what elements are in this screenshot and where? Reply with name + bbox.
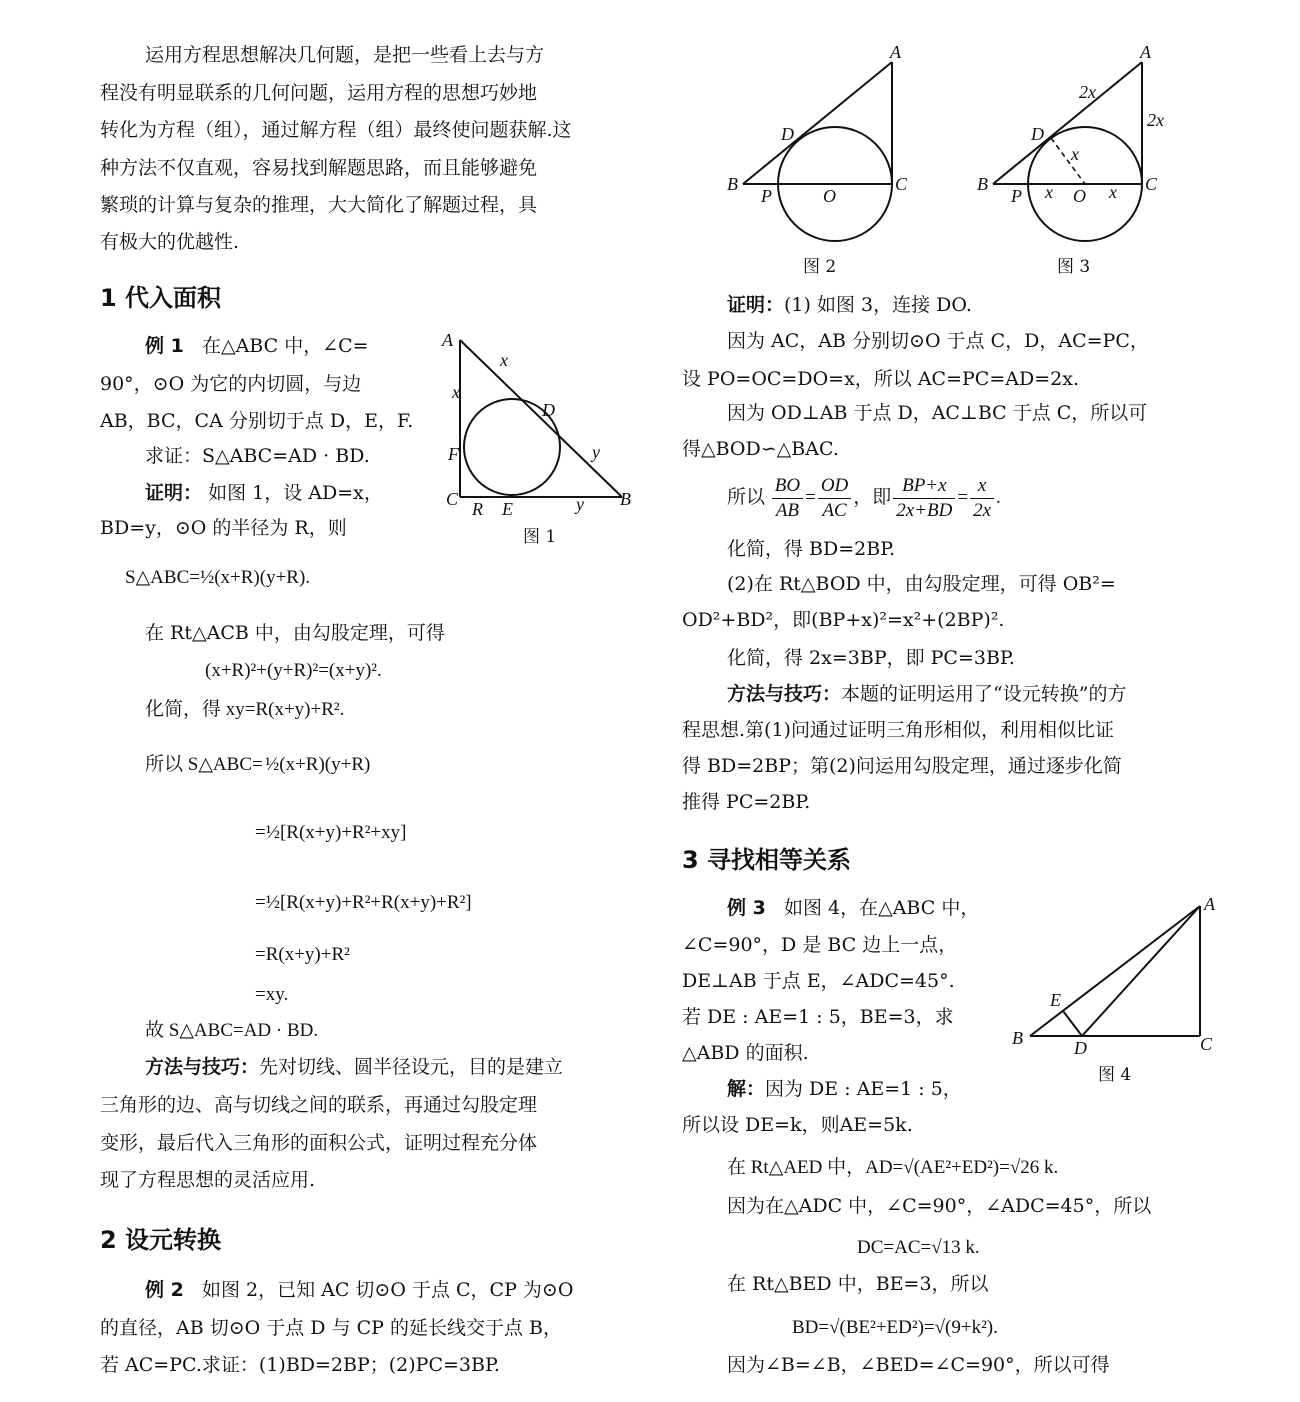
proof-2-line: 化简，得 2x=3BP，即 PC=3BP.: [727, 647, 1015, 669]
ratio-so-label: 所以: [727, 487, 766, 508]
fig4-line-ad: [1082, 906, 1200, 1036]
intro-line: 种方法不仅直观，容易找到解题思路，而且能够避免: [100, 157, 538, 179]
fig1-label: B: [620, 489, 631, 509]
proof-2-first-line: [727, 292, 972, 318]
solution-line: 所以设 DE=k，则AE=5k.: [682, 1114, 913, 1136]
fig1-label: R: [472, 499, 483, 519]
intro-line: 运用方程思想解决几何题，是把一些看上去与方: [145, 44, 545, 66]
example-2-line: 若 AC=PC.求证：(1)BD=2BP；(2)PC=3BP.: [100, 1354, 500, 1376]
fig1-label: E: [502, 499, 513, 519]
section-3-heading: 3 寻找相等关系: [682, 846, 852, 874]
fig1-label: y: [576, 494, 584, 514]
fig3-label: x: [1045, 182, 1053, 202]
denominator: 2x+BD: [896, 500, 953, 522]
example-2-label: 例 2: [145, 1279, 184, 1301]
final-line: 因为∠B=∠B，∠BED=∠C=90°，所以可得: [727, 1354, 1110, 1376]
solution-first-line: [727, 1076, 962, 1102]
numerator: BP+x: [893, 474, 955, 499]
fraction: [970, 474, 994, 523]
fig1-label: x: [500, 350, 508, 370]
method-2-label: 方法与技巧：: [727, 683, 842, 705]
fig3-label: O: [1073, 186, 1086, 206]
figure-2-caption: 图 2: [803, 257, 837, 277]
example-1-label: 例 1: [145, 335, 184, 357]
fig1-label: C: [446, 489, 459, 509]
fraction: [818, 474, 851, 523]
conclusion-1: 故 S△ABC=AD · BD.: [145, 1020, 319, 1041]
fig4-line-de: [1063, 1011, 1082, 1036]
fig3-label: x: [1109, 182, 1117, 202]
proof-2-line: OD²+BD²，即(BP+x)²=x²+(2BP)².: [682, 609, 1005, 631]
example-1-line: AB，BC，CA 分别切于点 D，E，F.: [100, 410, 414, 432]
fig1-label: A: [442, 330, 453, 350]
proof-1-first-line: [145, 480, 383, 506]
fig4-label: B: [1012, 1028, 1023, 1048]
proof-1-line: BD=y，⊙O 的半径为 R，则: [100, 517, 347, 539]
fig2-label: P: [761, 186, 772, 206]
proof-1-line: 如图 1，设 AD=x，: [208, 482, 383, 504]
fig1-side-ab: [460, 340, 622, 497]
derivation-step: =½[R(x+y)+R²+R(x+y)+R²]: [255, 892, 472, 913]
proof-2-line: (2)在 Rt△BOD 中，由勾股定理，可得 OB²=: [727, 573, 1116, 595]
pythagoras-equation: (x+R)²+(y+R)²=(x+y)².: [205, 660, 382, 681]
example-1-line: 90°，⊙O 为它的内切圆，与边: [100, 373, 362, 395]
method-1-line: 先对切线、圆半径设元，目的是建立: [259, 1056, 564, 1078]
figure-1: [440, 330, 640, 550]
proof-2-line: 设 PO=OC=DO=x，所以 AC=PC=AD=2x.: [682, 368, 1079, 390]
figure-1-caption: 图 1: [523, 527, 557, 547]
example-2-line: 如图 2，已知 AC 切⊙O 于点 C，CP 为⊙O: [201, 1279, 574, 1301]
derivation-step: ½(x+R)(y+R): [265, 754, 371, 775]
fig4-line-ab: [1030, 906, 1200, 1036]
figure-4: [1010, 890, 1220, 1070]
method-1-line: 三角形的边、高与切线之间的联系，再通过勾股定理: [100, 1094, 538, 1116]
numerator: OD: [818, 474, 851, 499]
ratio-equation: 所以 $\frac{BO}{AB}$ = $\frac{OD}{AC}$ ，即 $\frac{BP+x}{2x+BD}$ = $\frac{x}{2x}$ .: [727, 475, 1001, 522]
proof-2-line: 得△BOD∽△BAC.: [682, 438, 839, 460]
example-3-first-line: [727, 895, 979, 921]
example-3-line: DE⊥AB 于点 E，∠ADC=45°.: [682, 970, 955, 992]
fig1-label: D: [542, 400, 555, 420]
fig3-label: P: [1011, 186, 1022, 206]
fig2-label: D: [781, 124, 794, 144]
denominator: AC: [822, 500, 847, 522]
derivation-step: =R(x+y)+R²: [255, 944, 350, 965]
example-1-text: [145, 333, 369, 359]
fig2-label: O: [823, 186, 836, 206]
numerator: BO: [772, 474, 803, 499]
fig3-label: A: [1140, 42, 1151, 62]
example-2-first-line: [145, 1277, 573, 1303]
area-formula: S△ABC=½(x+R)(y+R).: [125, 567, 311, 588]
fig1-label: y: [592, 442, 600, 462]
figure-4-caption: 图 4: [1098, 1065, 1132, 1085]
example-3-label: 例 3: [727, 897, 766, 919]
intro-line: 程没有明显联系的几何问题，运用方程的思想巧妙地: [100, 82, 538, 104]
fig3-label: 2x: [1147, 110, 1164, 130]
intro-line: 繁琐的计算与复杂的推理，大大简化了解题过程，具: [100, 194, 538, 216]
rt-line: 在 Rt△ACB 中，由勾股定理，可得: [145, 622, 445, 644]
denominator: 2x: [973, 500, 992, 522]
proof-2-line: 因为 OD⊥AB 于点 D，AC⊥BC 于点 C，所以可: [727, 402, 1148, 424]
fig4-label: D: [1074, 1038, 1087, 1058]
intro-line: 有极大的优越性.: [100, 231, 240, 253]
example-2-line: 的直径，AB 切⊙O 于点 D 与 CP 的延长线交于点 B，: [100, 1317, 562, 1339]
example-1-line: 在△ABC 中，∠C=: [201, 335, 369, 357]
figure-3: [975, 40, 1175, 260]
derivation-step: =xy.: [255, 984, 289, 1005]
example-3-line: △ABD 的面积.: [682, 1042, 809, 1064]
fig2-label: B: [727, 174, 738, 194]
method-2-line: 程思想.第(1)问通过证明三角形相似，利用相似比证: [682, 719, 1114, 741]
section-2-heading: 2 设元转换: [100, 1226, 222, 1254]
method-2-line: 推得 PC=2BP.: [682, 791, 811, 813]
fig3-label: 2x: [1079, 82, 1096, 102]
fig4-label: A: [1204, 894, 1215, 914]
fig3-label: B: [977, 174, 988, 194]
fig3-label: D: [1031, 124, 1044, 144]
adc-line: 因为在△ADC 中，∠C=90°，∠ADC=45°，所以: [727, 1195, 1152, 1217]
figure-3-caption: 图 3: [1057, 257, 1091, 277]
intro-line: 转化为方程（组），通过解方程（组）最终使问题获解.这: [100, 119, 572, 141]
fig2-line-ab: [743, 62, 892, 184]
example-3-line: ∠C=90°，D 是 BC 边上一点，: [682, 934, 958, 956]
method-1-line: 变形，最后代入三角形的面积公式，证明过程充分体: [100, 1132, 538, 1154]
method-1-line: 现了方程思想的灵活应用.: [100, 1169, 316, 1191]
denominator: AB: [775, 500, 800, 522]
fig3-line-ab: [993, 62, 1142, 184]
fig1-label: x: [452, 382, 460, 402]
ad-length-line: 在 Rt△AED 中，AD=√(AE²+ED²)=√26 k.: [727, 1157, 1059, 1178]
ratio-mid-text: ，即: [853, 487, 892, 508]
bed-line: 在 Rt△BED 中，BE=3，所以: [727, 1273, 989, 1295]
simplify-line: 化简，得 xy=R(x+y)+R².: [145, 699, 345, 720]
fraction: [893, 474, 955, 523]
method-1-label: 方法与技巧：: [145, 1056, 260, 1078]
fig3-label: C: [1145, 174, 1158, 194]
proof-1-label: 证明：: [145, 482, 203, 504]
method-2-line: 本题的证明运用了“设元转换”的方: [841, 683, 1127, 705]
fig1-label: F: [448, 444, 459, 464]
method-2-line: 得 BD=2BP；第(2)问运用勾股定理，通过逐步化简: [682, 755, 1122, 777]
solution-label: 解：: [727, 1078, 766, 1100]
figure-2: [725, 40, 925, 260]
example-3-line: 若 DE : AE=1 : 5，BE=3，求: [682, 1006, 954, 1028]
fig4-label: E: [1050, 990, 1061, 1010]
so-label: 所以 S△ABC=: [145, 754, 263, 775]
dc-line: DC=AC=√13 k.: [857, 1237, 980, 1258]
numerator: x: [970, 474, 994, 499]
proof-2-line: 因为 AC，AB 分别切⊙O 于点 C，D，AC=PC，: [727, 330, 1149, 352]
method-1-first-line: [145, 1054, 563, 1080]
method-2-first-line: [727, 681, 1126, 707]
fraction: [772, 474, 803, 523]
proof-2-line: (1) 如图 3，连接 DO.: [784, 294, 972, 316]
fig2-label: A: [890, 42, 901, 62]
fig4-label: C: [1200, 1034, 1213, 1054]
fig3-radius-do: [1051, 138, 1085, 184]
derivation-step: =½[R(x+y)+R²+xy]: [255, 822, 407, 843]
bd-line: BD=√(BE²+ED²)=√(9+k²).: [792, 1317, 998, 1338]
proof-2-label: 证明：: [727, 294, 785, 316]
section-1-heading: 1 代入面积: [100, 284, 222, 312]
fig2-label: C: [895, 174, 908, 194]
solution-line: 因为 DE : AE=1 : 5，: [765, 1078, 962, 1100]
proof-2-line: 化简，得 BD=2BP.: [727, 538, 896, 560]
example-3-line: 如图 4，在△ABC 中，: [783, 897, 980, 919]
fig3-label: x: [1071, 144, 1079, 164]
example-1-claim: 求证：S△ABC=AD · BD.: [145, 445, 370, 467]
